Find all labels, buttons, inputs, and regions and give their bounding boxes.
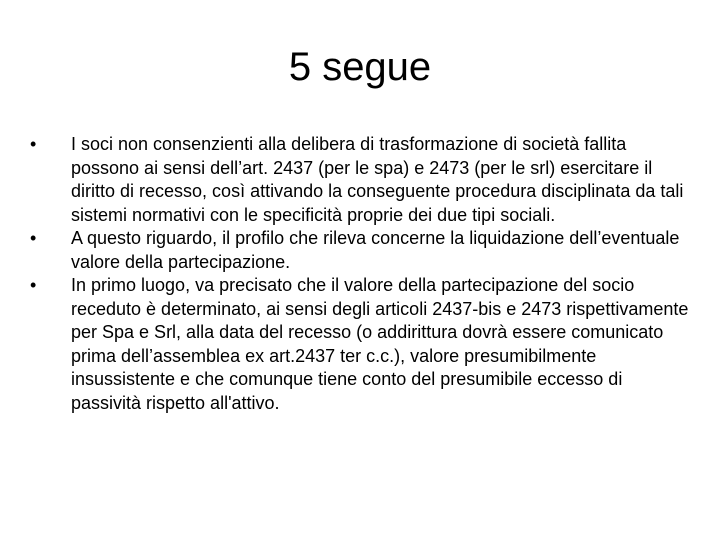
bullet-list	[0, 133, 720, 415]
bullet-item-3	[0, 274, 720, 415]
slide-title: 5 segue	[288, 45, 432, 89]
bullet-icon: •	[30, 275, 37, 295]
bullet-icon: •	[30, 228, 37, 248]
bullet-text: I soci non consenzienti alla delibera di trasformazione di società fallita possono ai sensi dell’art. 2437 (per le spa) e 2473 (per le srl) esercitare il diritto di recesso, così attivando la conseguente procedura disciplinata da tali sistemi normativi con le specificità proprie dei due tipi sociali.	[71, 134, 684, 225]
bullet-item-1	[0, 133, 720, 227]
bullet-text: In primo luogo, va precisato che il valore della partecipazione del socio receduto è determinato, ai sensi degli articoli 2437-bis e 2473 rispettivamente per Spa e Srl, alla data del recesso (o addirittura dovrà essere comunicato prima dell’assemblea ex art.2437 ter c.c.), valore presumibilmente insussistente e che comunque tiene conto del presumibile eccesso di passività rispetto all'attivo.	[71, 275, 689, 413]
bullet-icon: •	[30, 134, 37, 154]
bullet-item-2	[0, 227, 720, 274]
bullet-text: A questo riguardo, il profilo che rileva concerne la liquidazione dell’eventuale valore della partecipazione.	[71, 228, 680, 272]
